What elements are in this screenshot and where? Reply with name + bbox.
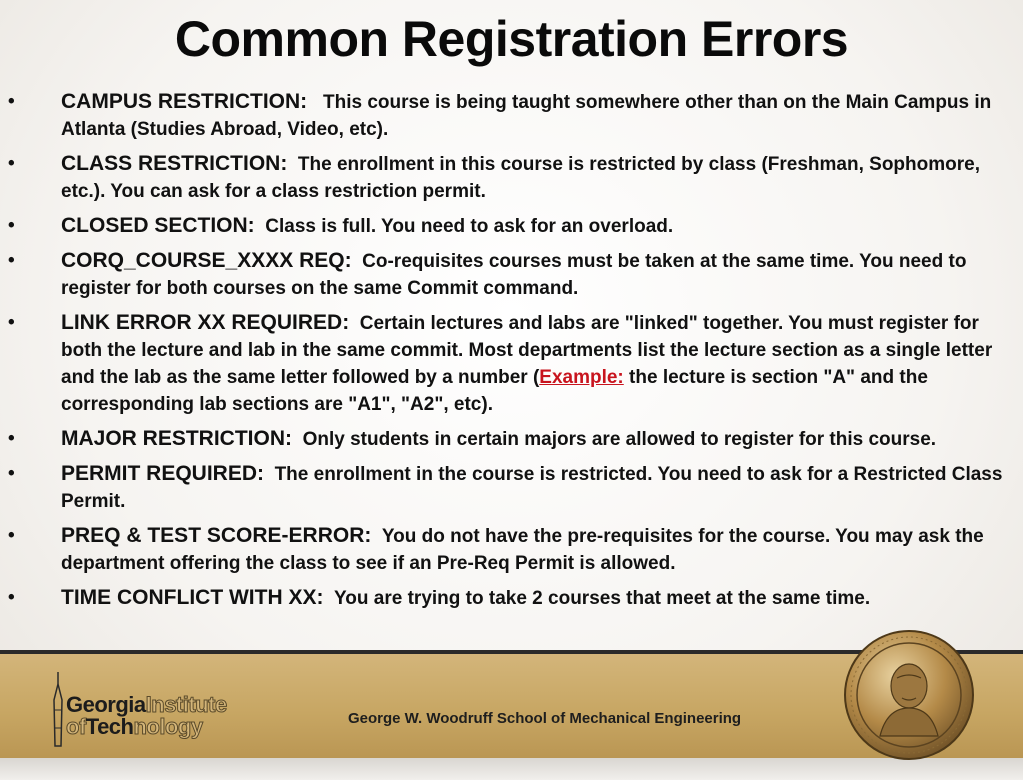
school-name: George W. Woodruff School of Mechanical Engineering [348, 710, 742, 727]
error-term: CLASS RESTRICTION: [61, 152, 288, 175]
list-item [8, 460, 1013, 515]
bullet-icon: • [8, 587, 15, 608]
bullet-icon: • [8, 428, 15, 449]
list-item [8, 247, 1013, 302]
seal-icon [842, 628, 976, 762]
logo-institute: Institute [145, 692, 227, 717]
error-description: Class is full. You need to ask for an overload. [265, 216, 674, 237]
logo-of: of [66, 714, 86, 739]
bullet-icon: • [8, 91, 15, 112]
example-link[interactable]: Example: [539, 367, 624, 388]
list-item [8, 88, 1013, 143]
list-item [8, 425, 1013, 453]
list-item [8, 584, 1013, 612]
footer [0, 650, 1023, 780]
error-description: The enrollment in the course is restricted. You need to ask for a Restricted Class Permit. [61, 464, 1003, 512]
error-term: CORQ_COURSE_XXXX REQ: [61, 249, 352, 272]
logo-tech: Tech [85, 714, 134, 739]
bullet-icon: • [8, 312, 15, 333]
error-term: PREQ & TEST SCORE-ERROR: [61, 524, 372, 547]
logo-nology: nology [133, 714, 203, 739]
slide-title: Common Registration Errors [174, 11, 849, 67]
bullet-icon: • [8, 525, 15, 546]
error-term: TIME CONFLICT WITH XX: [61, 586, 324, 609]
error-description: Certain lectures and labs are "linked" together. You must register for both the lecture and lab in the same commit. Most departments list the lecture section as a single letter and the lab as the same letter followed by a number ( [61, 313, 993, 388]
list-item [8, 212, 1013, 240]
list-item [8, 309, 1013, 418]
error-description: You are trying to take 2 courses that meet at the same time. [334, 588, 871, 609]
error-description: Only students in certain majors are allowed to register for this course. [302, 429, 937, 450]
georgia-tech-logo [48, 666, 288, 746]
tower-icon [48, 670, 68, 748]
bullet-icon: • [8, 215, 15, 236]
error-description-continued: the lecture is section "A" and the corresponding lab sections are "A1", "A2", etc). [61, 367, 928, 415]
bullet-icon: • [8, 153, 15, 174]
logo-georgia: Georgia [66, 692, 146, 717]
list-item [8, 522, 1013, 577]
bullet-icon: • [8, 250, 15, 271]
error-description: You do not have the pre-requisites for the course. You may ask the department offering the class to see if an Pre-Req Permit is allowed. [61, 526, 984, 574]
error-description: This course is being taught somewhere other than on the Main Campus in Atlanta (Studies Abroad, Video, etc). [61, 92, 992, 140]
error-term: CAMPUS RESTRICTION: [61, 90, 308, 113]
error-term: CLOSED SECTION: [61, 214, 255, 237]
error-term: LINK ERROR XX REQUIRED: [61, 311, 350, 334]
logo-line-2 [66, 714, 203, 740]
error-term: PERMIT REQUIRED: [61, 462, 265, 485]
error-term: MAJOR RESTRICTION: [61, 427, 292, 450]
error-list [8, 88, 1013, 619]
bullet-icon: • [8, 463, 15, 484]
list-item [8, 150, 1013, 205]
error-description: Co-requisites courses must be taken at the same time. You need to register for both courses on the same Commit command. [61, 251, 967, 299]
error-description: The enrollment in this course is restricted by class (Freshman, Sophomore, etc.). You can ask for a class restriction permit. [61, 154, 980, 202]
